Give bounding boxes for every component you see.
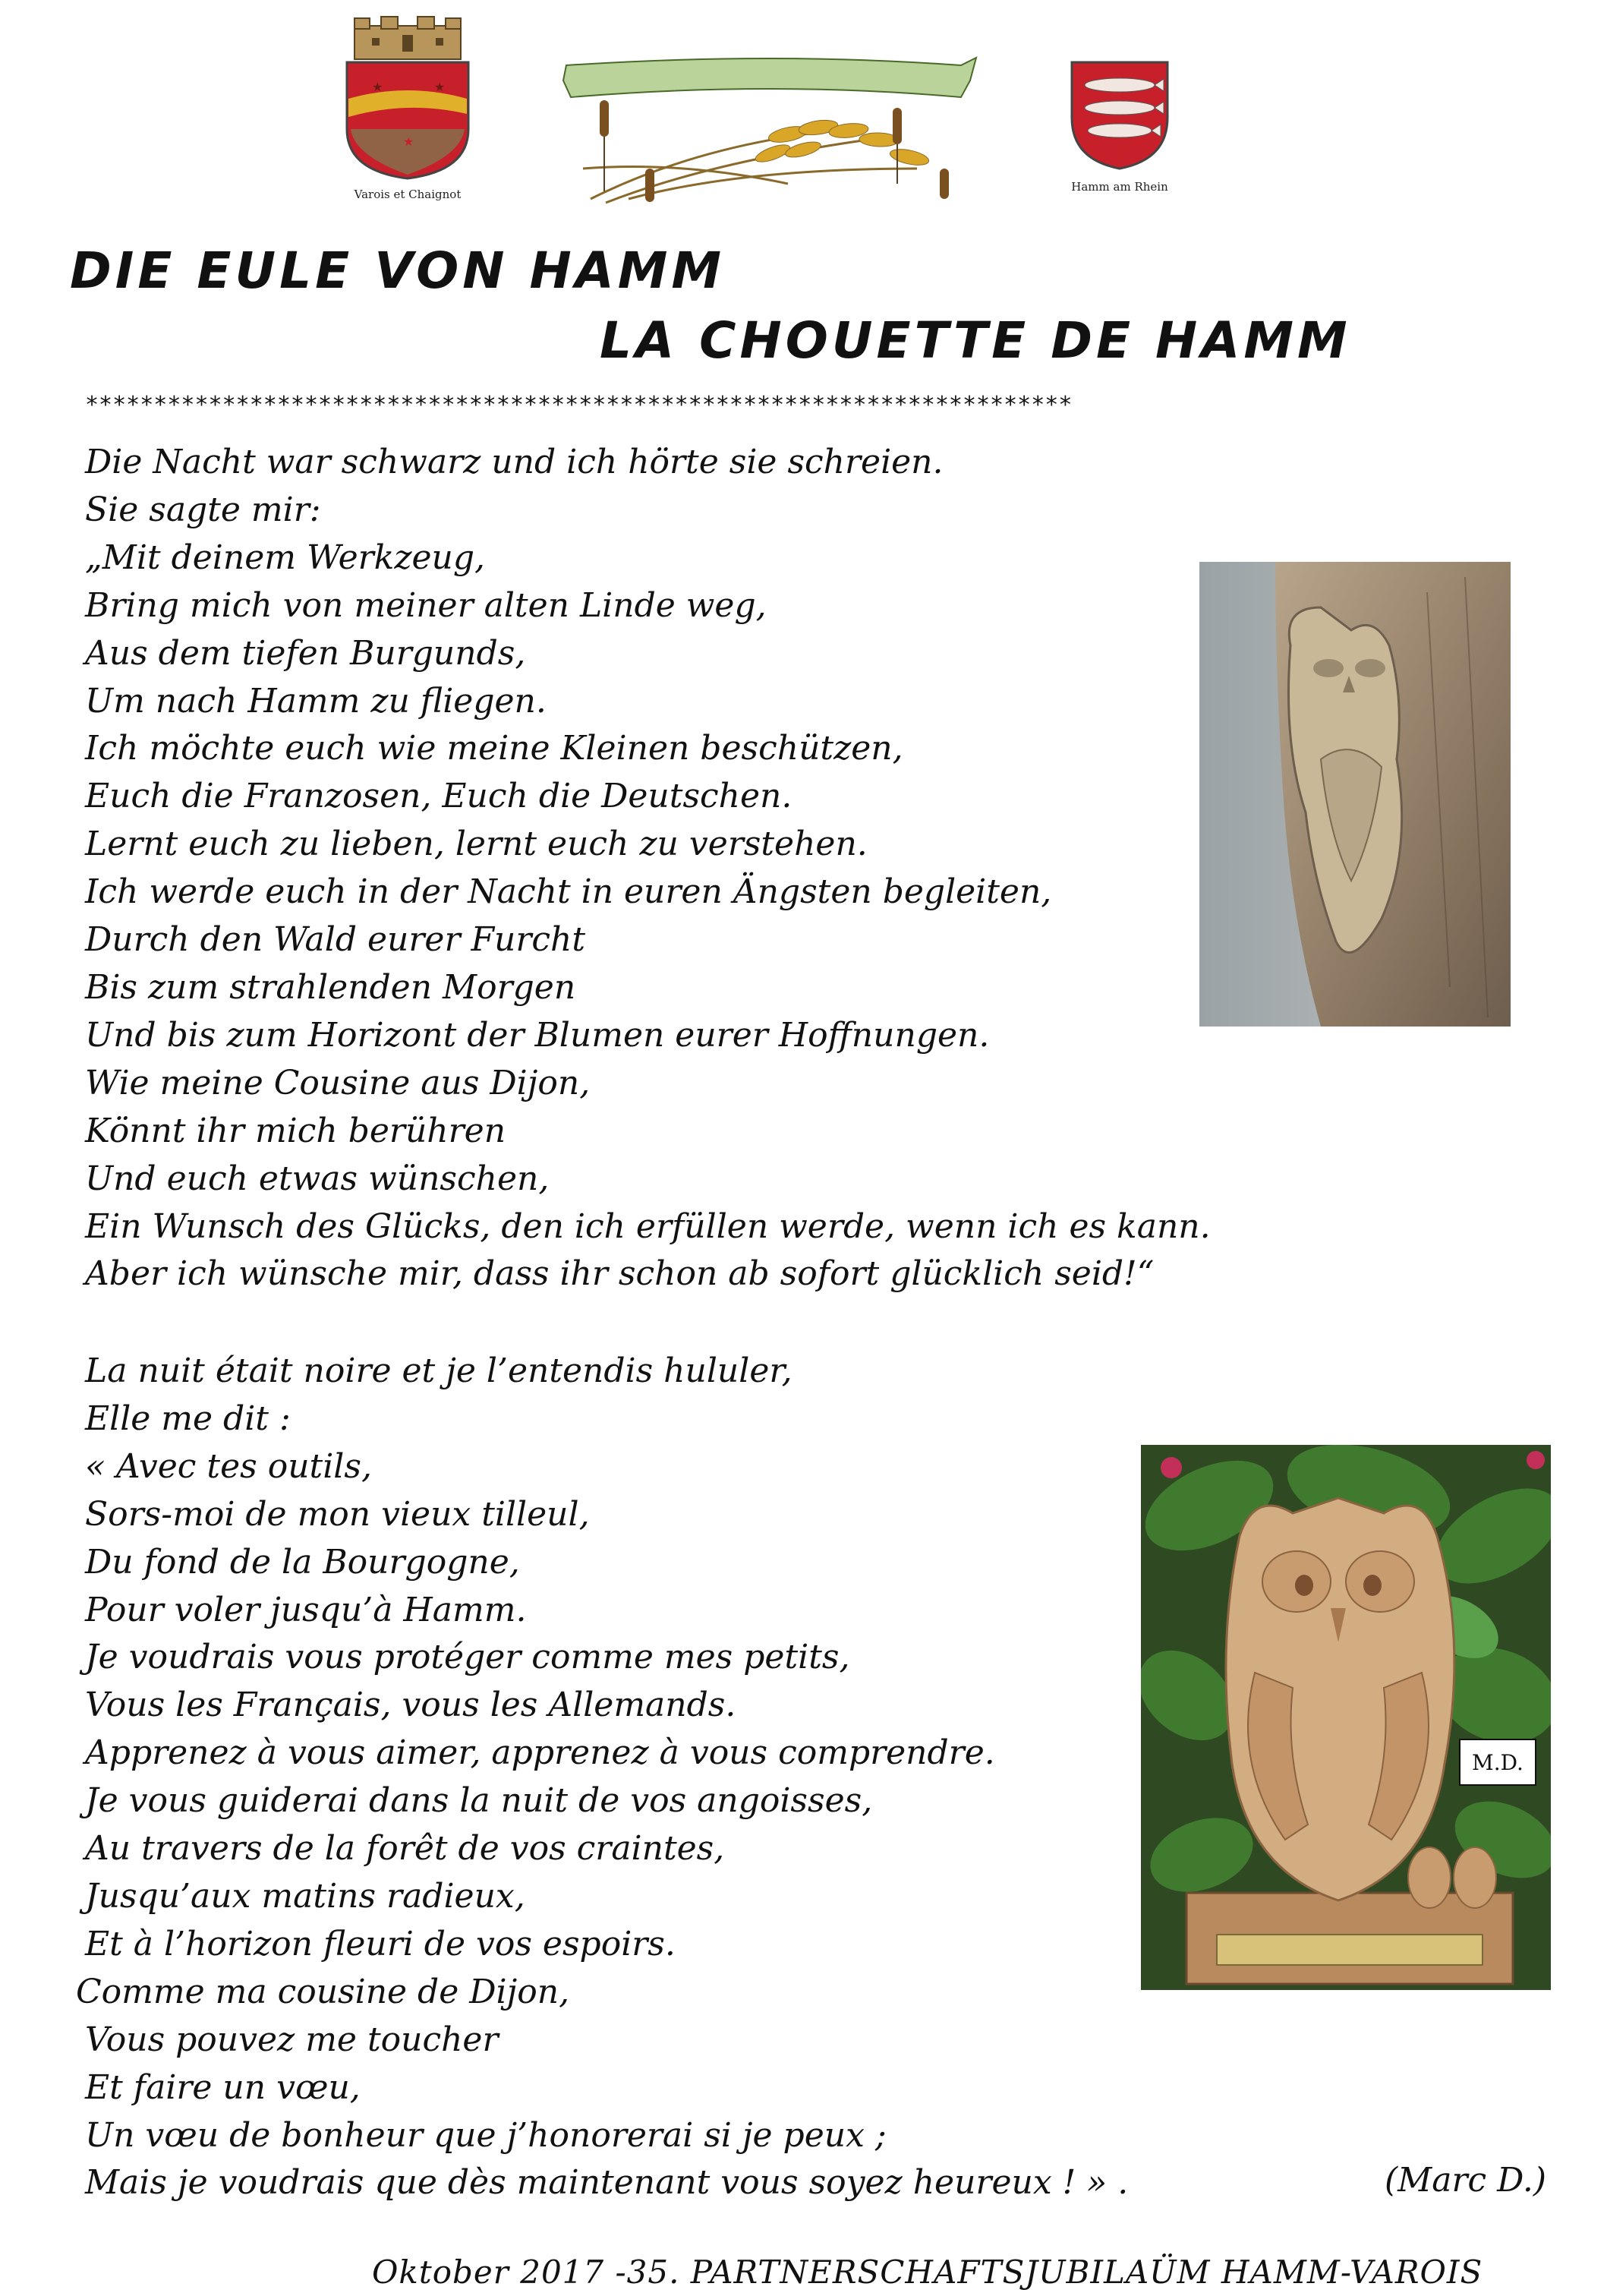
poem-line: Au travers de la forêt de vos craintes,	[85, 1829, 725, 1869]
poem-line: Aus dem tiefen Burgunds,	[85, 633, 526, 673]
wheat-banner-icon	[560, 55, 985, 207]
varois-crest	[328, 15, 487, 201]
varois-crest-caption: Varois et Chaignot	[354, 188, 462, 201]
poem-line: Sie sagte mir:	[85, 490, 321, 529]
footer-anniversary-line: Oktober 2017 -35. PARTNERSCHAFTSJUBILAÜM HAMM-VAROIS	[372, 2253, 1483, 2291]
poem-line: Elle me dit :	[85, 1399, 291, 1438]
french-poem	[76, 1348, 1129, 2207]
poem-line: « Avec tes outils,	[85, 1446, 372, 1486]
poem-line: Bis zum strahlenden Morgen	[85, 967, 576, 1007]
poem-line: „Mit deinem Werkzeug,	[85, 538, 486, 577]
svg-text:★: ★	[434, 80, 446, 94]
wooden-owl-sculpture-icon	[1141, 1445, 1551, 1990]
poem-line: Und euch etwas wünschen,	[85, 1159, 550, 1198]
poem-line: Du fond de la Bourgogne,	[85, 1542, 520, 1582]
varois-coat-of-arms-icon	[328, 15, 487, 182]
hamm-coat-of-arms-icon	[1063, 53, 1177, 175]
poem-line: Un vœu de bonheur que j’honorerai si je peux ;	[85, 2115, 887, 2155]
poem-line: La nuit était noire et je l’entendis hululer,	[85, 1351, 792, 1390]
poem-line: Ich werde euch in der Nacht in euren Ängsten begleiten,	[85, 872, 1052, 912]
poem-line: Aber ich wünsche mir, dass ihr schon ab sofort glücklich seid!“	[85, 1254, 1155, 1294]
poem-line: Euch die Franzosen, Euch die Deutschen.	[85, 777, 792, 816]
poem-line: Könnt ihr mich berühren	[85, 1111, 506, 1150]
title-french: LA CHOUETTE DE HAMM	[600, 311, 1351, 370]
partnership-emblem	[560, 55, 985, 207]
poem-line: Apprenez à vous aimer, apprenez à vous comprendre.	[85, 1733, 995, 1773]
poem-line: Je voudrais vous protéger comme mes petits,	[85, 1638, 850, 1677]
photo-watermark: M.D.	[1472, 1750, 1523, 1775]
title-german: DIE EULE VON HAMM	[70, 241, 726, 300]
hamm-crest	[1059, 53, 1180, 194]
poem-line: Die Nacht war schwarz und ich hörte sie schreien.	[85, 443, 944, 481]
svg-text:★: ★	[372, 80, 383, 94]
hamm-crest-caption: Hamm am Rhein	[1071, 180, 1168, 194]
poem-line: Je vous guiderai dans la nuit de vos angoisses,	[85, 1781, 873, 1821]
poem-line: Wie meine Cousine aus Dijon,	[85, 1063, 591, 1102]
author-signature: (Marc D.)	[1385, 2161, 1546, 2200]
poem-line: Sors-moi de mon vieux tilleul,	[85, 1494, 590, 1534]
poem-line: Ein Wunsch des Glücks, den ich erfüllen werde, wenn ich es kann.	[85, 1206, 1211, 1246]
poem-line: Bring mich von meiner alten Linde weg,	[85, 585, 767, 625]
svg-text:★: ★	[403, 134, 414, 149]
asterisk-separator: ************************************************************************	[85, 392, 1073, 418]
poem-line: Ich möchte euch wie meine Kleinen beschützen,	[85, 729, 903, 768]
poem-line: Vous pouvez me toucher	[85, 2020, 499, 2059]
stone-owl-photo	[1199, 562, 1511, 1027]
poem-line: Lernt euch zu lieben, lernt euch zu verstehen.	[85, 825, 868, 864]
poem-line: Jusqu’aux matins radieux,	[85, 1876, 525, 1916]
stone-owl-sculpture-icon	[1199, 562, 1511, 1027]
poem-line: Um nach Hamm zu fliegen.	[85, 681, 547, 721]
poem-line: Vous les Français, vous les Allemands.	[85, 1686, 736, 1725]
poem-line: Mais je voudrais que dès maintenant vous soyez heureux ! » .	[85, 2163, 1129, 2203]
poem-line: Comme ma cousine de Dijon,	[76, 1972, 570, 2011]
poem-line: Und bis zum Horizont der Blumen eurer Hoffnungen.	[85, 1015, 990, 1055]
poem-line: Durch den Wald eurer Furcht	[85, 920, 586, 960]
wooden-owl-photo	[1141, 1445, 1551, 1990]
poem-line: Pour voler jusqu’à Hamm.	[85, 1590, 527, 1629]
german-poem	[85, 439, 1211, 1298]
poem-line: Et faire un vœu,	[85, 2067, 361, 2107]
poem-line: Et à l’horizon fleuri de vos espoirs.	[85, 1924, 676, 1963]
